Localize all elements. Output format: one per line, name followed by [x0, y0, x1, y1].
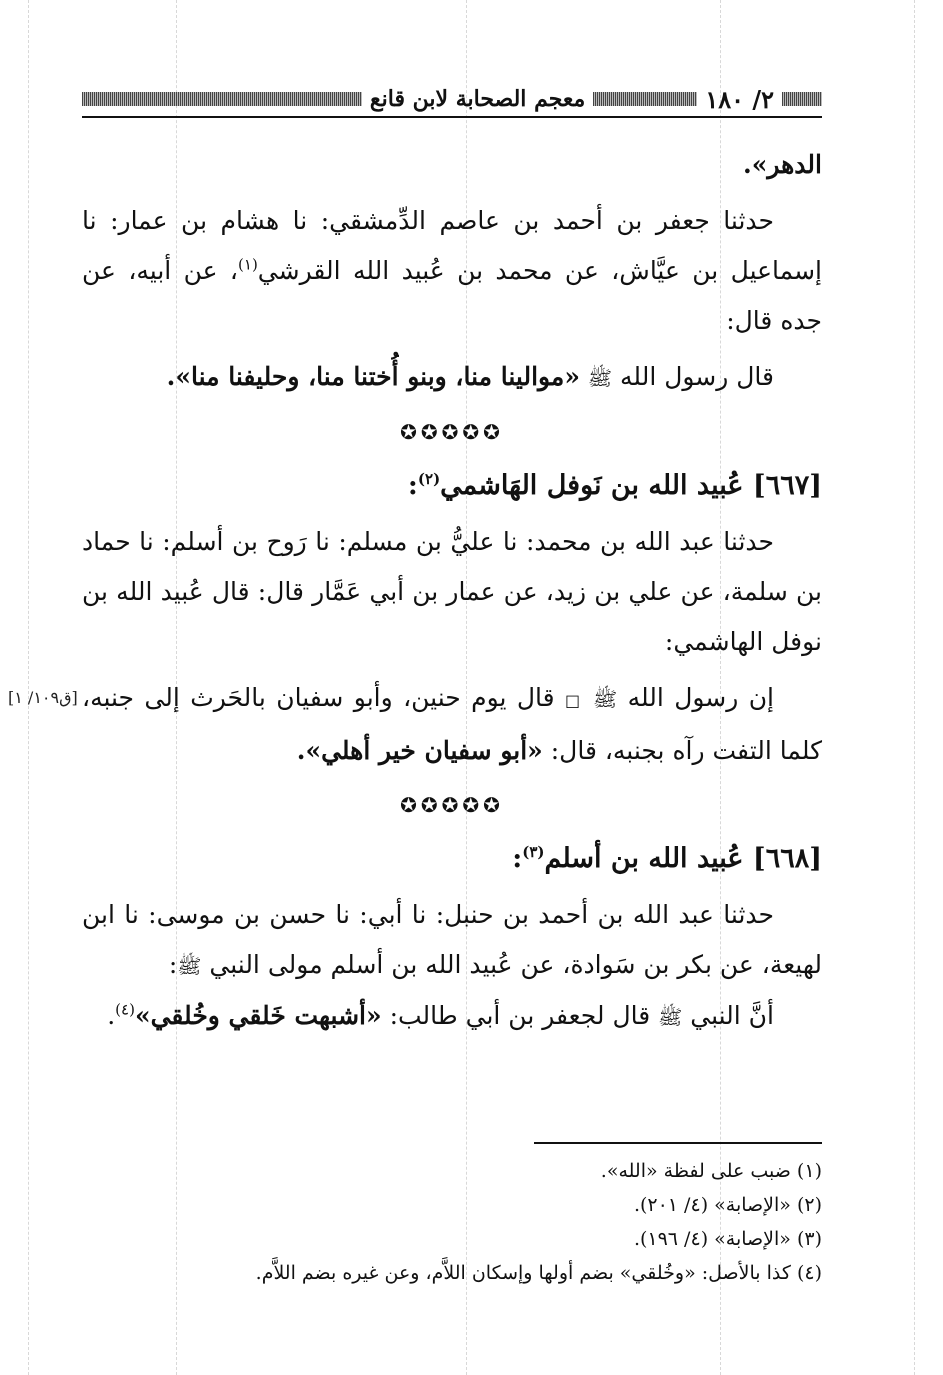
- paragraph-isnad: حدثنا جعفر بن أحمد بن عاصم الدِّمشقي: نا هشام بن عمار: نا إسماعيل بن عيَّاش، عن محمد بن عُبيد الله القرشي$^{(١)}$، عن أبيه، عن جده قال:: [82, 206, 822, 335]
- paragraph-hadith: أنَّ النبي ﷺ قال لجعفر بن أبي طالب: «أشبهت خَلقي وخُلقي»$^{(٤)}$.: [107, 1000, 774, 1030]
- paragraph-continuation: الدهر».: [743, 150, 822, 179]
- paragraph-hadith: قال رسول الله ﷺ «موالينا منا، وبنو أُختنا منا، وحليفنا منا».: [166, 362, 774, 391]
- paragraph-isnad: حدثنا عبد الله بن محمد: نا عليُّ بن مسلم: نا رَوح بن أسلم: نا حماد بن سلمة، عن علي بن زيد، عن عمار بن أبي عَمَّار قال: قال عُبيد الله بن نوفل الهاشمي:: [82, 527, 822, 656]
- entry-heading-668: [٦٦٨] عُبيد الله بن أسلم$^{(٣)}$:: [512, 843, 822, 874]
- salawat-glyph: ﷺ: [177, 954, 202, 978]
- footnotes: [82, 1154, 822, 1290]
- salawat-glyph: ﷺ: [592, 687, 618, 711]
- footnote-ref: (٢): [417, 470, 441, 488]
- section-separator: ✪✪✪✪✪: [400, 793, 504, 817]
- paragraph-hadith: إن رسول الله ﷺ □ قال يوم حنين، وأبو سفيان بالحَرث إلى جنبه، كلما التفت رآه بجنبه، قال: «أبو سفيان خير أهلي».: [82, 683, 822, 765]
- header-rule: [82, 116, 822, 118]
- salawat-glyph: ﷺ: [587, 366, 613, 390]
- header-ornament: [593, 92, 697, 106]
- book-title: معجم الصحابة لابن قانع: [369, 86, 586, 112]
- running-header: [82, 84, 822, 114]
- footnote-ref: (١): [238, 255, 258, 274]
- footnote-1: (١) ضبب على لفظة «الله».: [600, 1160, 822, 1182]
- main-text: [8, 140, 822, 1042]
- footnote-ref: (٤): [115, 1000, 135, 1019]
- page-number: ٢/ ١٨٠: [705, 84, 774, 114]
- section-separator: ✪✪✪✪✪: [400, 420, 504, 444]
- footnote-4: (٤) كذا بالأصل: «وخُلقي» بضم أولها وإسكان اللاَّم، وعن غيره بضم اللاَّم.: [255, 1262, 822, 1284]
- box-mark: □: [565, 691, 583, 710]
- manuscript-margin-ref: [ق١٠٩/ ١]: [8, 688, 78, 707]
- scan-guide-line: [914, 0, 915, 1375]
- footnote-rule: [534, 1142, 822, 1144]
- paragraph-isnad: حدثنا عبد الله بن أحمد بن حنبل: نا أبي: نا حسن بن موسى: نا ابن لهيعة، عن بكر بن سَوادة، عن عُبيد الله بن أسلم مولى النبي ﷺ:: [82, 900, 822, 979]
- entry-heading-667: [٦٦٧] عُبيد الله بن نَوفل الهَاشمي$^{(٢)}$:: [407, 470, 822, 501]
- salawat-glyph: ﷺ: [658, 1005, 683, 1029]
- footnote-ref: (٣): [522, 843, 545, 861]
- footnote-2: (٢) «الإصابة» (٤/ ٢٠١).: [633, 1194, 822, 1216]
- header-ornament: [82, 92, 362, 106]
- hadith-block: [8, 673, 822, 776]
- footnote-3: (٣) «الإصابة» (٤/ ١٩٦).: [633, 1228, 822, 1250]
- header-ornament: [782, 92, 822, 106]
